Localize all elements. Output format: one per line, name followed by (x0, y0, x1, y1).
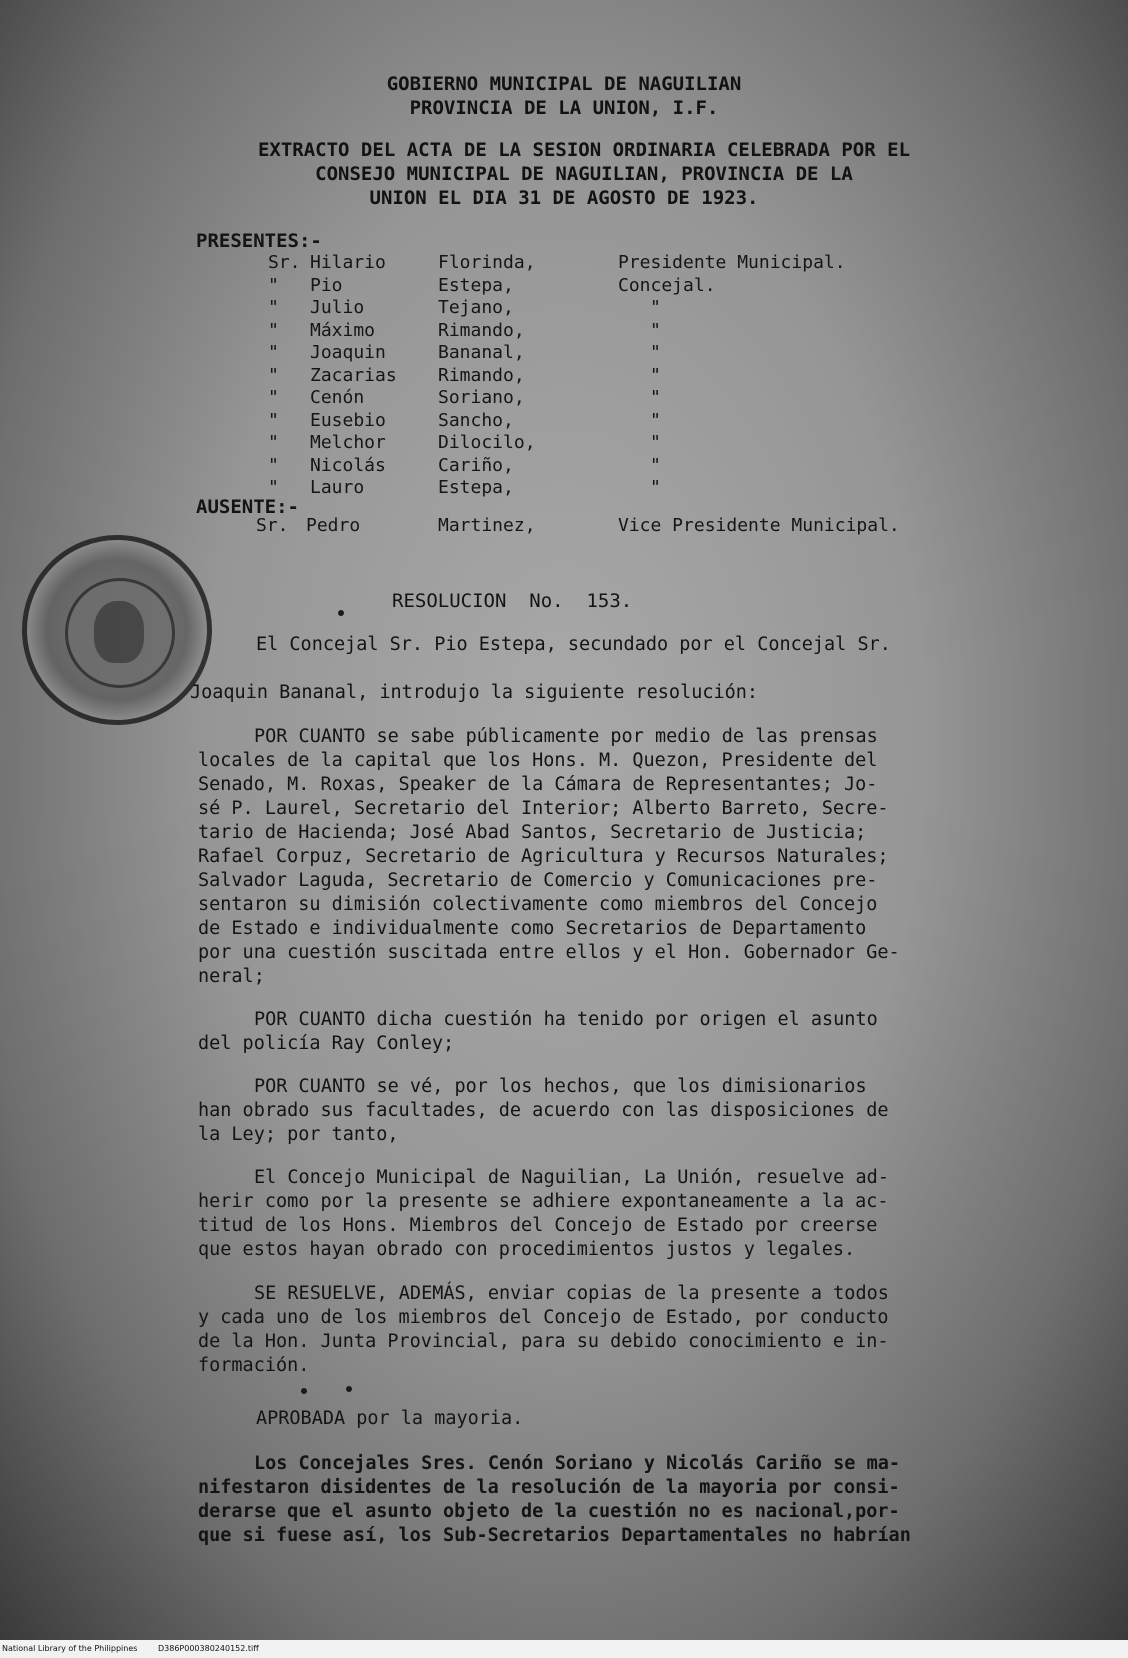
intro-line-2: Joaquin Bananal, introdujo la siguiente resolución: (190, 682, 759, 703)
attendee-first-name: Zacarias (310, 364, 397, 386)
attendee-role: Presidente Municipal. (618, 252, 846, 273)
attendee-role: " (650, 342, 661, 363)
attendee-role: " (650, 454, 661, 476)
attendee-last-name: Estepa, (438, 477, 514, 498)
attendee-first-name: Melchor (310, 432, 386, 453)
absent-row (0, 515, 1128, 539)
attendee-row (0, 477, 1128, 501)
attendee-last-name: Florinda, (438, 252, 536, 273)
attendee-role: " (650, 319, 661, 341)
paragraph-line: que estos hayan obrado con procedimientos justos y legales. (198, 1239, 856, 1260)
attendee-last-name: Bananal, (438, 342, 525, 363)
absent-last-name: Martinez, (438, 515, 536, 536)
header-line-2: PROVINCIA DE LA UNION, I.F. (409, 97, 719, 119)
paragraph-line: que si fuese así, los Sub-Secretarios Departamentales no habrían (198, 1525, 911, 1546)
paragraph-line: formación. (198, 1355, 310, 1376)
attendee-first-name: Pio (310, 274, 343, 296)
paragraph-line: de Estado e individualmente como Secretarios de Departamento (198, 918, 867, 939)
paragraph-line: Salvador Laguda, Secretario de Comercio y Comunicaciones pre- (198, 870, 878, 891)
attendee-title: " (268, 432, 279, 453)
paragraph-por-cuanto-3 (198, 1075, 948, 1147)
paragraph-ademas (198, 1282, 948, 1378)
attendee-row (0, 387, 1128, 411)
attendee-row (0, 455, 1128, 479)
extract-line-1: EXTRACTO DEL ACTA DE LA SESION ORDINARIA CELEBRADA POR EL (257, 139, 911, 161)
paragraph-line: Rafael Corpuz, Secretario de Agricultura y Recursos Naturales; (198, 846, 889, 867)
paragraph-line: del policía Ray Conley; (198, 1033, 455, 1054)
paragraph-line: tario de Hacienda; José Abad Santos, Secretario de Justicia; (198, 822, 867, 843)
footer-bar (0, 1640, 1128, 1658)
attendee-row (0, 252, 1128, 276)
attendee-first-name: Lauro (310, 477, 365, 498)
seal-inner-ring (65, 578, 175, 688)
paragraph-line: nifestaron disidentes de la resolución de la mayoria por consi- (198, 1477, 900, 1498)
resolution-title: RESOLUCION No. 153. (392, 590, 633, 612)
paragraph-line: POR CUANTO dicha cuestión ha tenido por origen el asunto (254, 1009, 878, 1030)
attendee-first-name: Cenón (310, 387, 365, 408)
attendee-last-name: Estepa, (438, 274, 514, 296)
attendee-last-name: Rimando, (438, 319, 525, 341)
footer-filename: D386P000380240152.tiff (158, 1644, 259, 1653)
paragraph-line: la Ley; por tanto, (198, 1124, 399, 1145)
paragraph-line: de la Hon. Junta Provincial, para su debido conocimiento e in- (198, 1331, 889, 1352)
attendee-title: Sr. (268, 252, 301, 273)
paragraph-line: por una cuestión suscitada entre ellos y el Hon. Gobernador Ge- (198, 942, 900, 963)
paragraph-resolve (198, 1166, 948, 1262)
attendee-row (0, 320, 1128, 344)
paragraph-dissent (198, 1452, 948, 1548)
paragraph-line: neral; (198, 966, 265, 987)
attendee-last-name: Rimando, (438, 364, 525, 386)
paragraph-line: han obrado sus facultades, de acuerdo con las disposiciones de (198, 1100, 889, 1121)
ink-dot (338, 610, 344, 616)
attendee-title: " (268, 342, 279, 363)
attendee-first-name: Hilario (310, 252, 386, 273)
attendee-role: " (650, 432, 661, 453)
attendee-first-name: Máximo (310, 319, 376, 341)
paragraph-line: El Concejo Municipal de Naguilian, La Unión, resuelve ad- (254, 1167, 889, 1188)
paragraph-line: Los Concejales Sres. Cenón Soriano y Nicolás Cariño se ma- (254, 1453, 901, 1474)
attendee-role: " (650, 409, 661, 431)
attendee-row (0, 297, 1128, 321)
presentes-label: PRESENTES:- (196, 230, 322, 252)
paragraph-por-cuanto-1 (198, 725, 948, 989)
attendee-title: " (268, 319, 279, 341)
attendee-last-name: Cariño, (438, 454, 514, 476)
attendee-title: " (268, 387, 279, 408)
paragraph-line: SE RESUELVE, ADEMÁS, enviar copias de la presente a todos (254, 1283, 889, 1304)
intro-line-1: El Concejal Sr. Pio Estepa, secundado por el Concejal Sr. (256, 634, 891, 655)
aprobada-line: APROBADA por la mayoria. (256, 1408, 524, 1429)
attendee-row (0, 275, 1128, 299)
absent-first-name: Pedro (306, 515, 361, 536)
attendee-row (0, 432, 1128, 456)
absent-title: Sr. (256, 515, 289, 536)
attendee-row (0, 365, 1128, 389)
paragraph-line: titud de los Hons. Miembros del Concejo de Estado por creerse (198, 1215, 878, 1236)
attendee-last-name: Dilocilo, (438, 432, 536, 453)
attendee-first-name: Eusebio (310, 409, 386, 431)
attendee-title: " (268, 297, 279, 318)
ausentes-label: AUSENTE:- (196, 496, 299, 518)
seal-portrait (94, 601, 144, 663)
extract-line-2: CONSEJO MUNICIPAL DE NAGUILIAN, PROVINCIA DE LA (315, 163, 853, 185)
absent-role: Vice Presidente Municipal. (618, 515, 900, 536)
attendee-title: " (268, 274, 279, 296)
paragraph-line: POR CUANTO se vé, por los hechos, que los dimisionarios (254, 1076, 867, 1097)
attendee-last-name: Sancho, (438, 409, 514, 431)
extract-line-3: UNION EL DIA 31 DE AGOSTO DE 1923. (369, 187, 759, 209)
attendee-first-name: Nicolás (310, 454, 386, 476)
attendee-role: " (650, 387, 661, 408)
municipal-seal (22, 535, 212, 725)
attendee-row (0, 342, 1128, 366)
paragraph-line: y cada uno de los miembros del Concejo de Estado, por conducto (198, 1307, 889, 1328)
attendee-role: " (650, 297, 661, 318)
attendee-title: " (268, 409, 279, 431)
ink-dot (346, 1386, 352, 1392)
attendee-title: " (268, 477, 279, 498)
paragraph-line: Senado, M. Roxas, Speaker de la Cámara de Representantes; Jo- (198, 774, 878, 795)
paragraph-line: sé P. Laurel, Secretario del Interior; Alberto Barreto, Secre- (198, 798, 889, 819)
attendee-title: " (268, 454, 279, 476)
paragraph-por-cuanto-2 (198, 1008, 948, 1056)
attendee-first-name: Julio (310, 297, 365, 318)
paragraph-line: derarse que el asunto objeto de la cuestión no es nacional,por- (198, 1501, 900, 1522)
paragraph-line: sentaron su dimisión colectivamente como miembros del Concejo (198, 894, 878, 915)
attendee-last-name: Soriano, (438, 387, 525, 408)
attendee-role: " (650, 477, 661, 498)
attendee-title: " (268, 364, 279, 386)
attendee-last-name: Tejano, (438, 297, 514, 318)
paragraph-line: POR CUANTO se sabe públicamente por medio de las prensas (254, 726, 878, 747)
attendee-role: Concejal. (618, 274, 716, 296)
attendee-first-name: Joaquin (310, 342, 386, 363)
header-line-1: GOBIERNO MUNICIPAL DE NAGUILIAN (386, 73, 742, 95)
paragraph-line: herir como por la presente se adhiere expontaneamente a la ac- (198, 1191, 889, 1212)
footer-source: National Library of the Philippines (2, 1644, 138, 1653)
ink-dot (301, 1388, 307, 1394)
attendee-row (0, 410, 1128, 434)
paragraph-line: locales de la capital que los Hons. M. Quezon, Presidente del (198, 750, 878, 771)
attendee-role: " (650, 364, 661, 386)
